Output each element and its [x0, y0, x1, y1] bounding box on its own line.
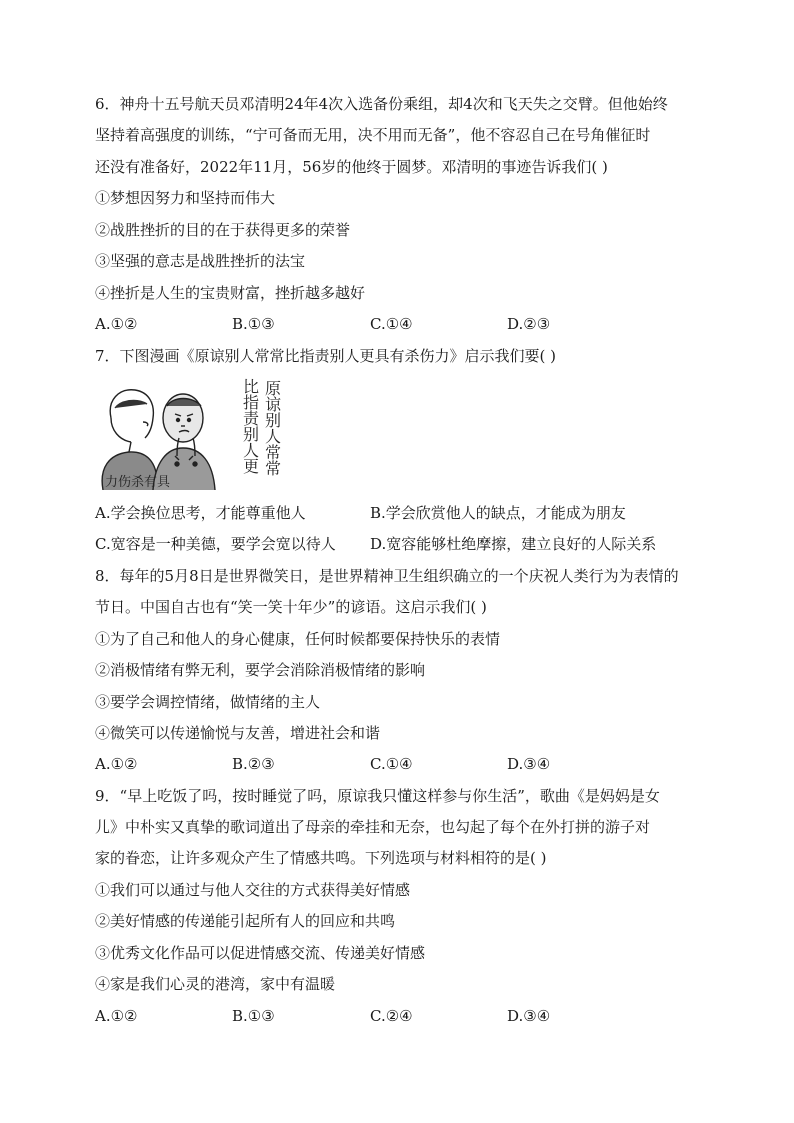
q8-option-b: B.②③	[232, 755, 275, 773]
q6-stem-line-2: 坚持着高强度的训练，“宁可备而无用，决不用而无备”，他不容忍自己在号角催征时	[95, 126, 651, 144]
q8-stem-line-2: 节日。中国自古也有“笑一笑十年少”的谚语。这启示我们( )	[95, 598, 487, 616]
q9-stem-line-2: 儿》中朴实又真挚的歌词道出了母亲的牵挂和无奈，也勾起了每个在外打拼的游子对	[95, 818, 651, 836]
q6-stem-line-1: 6．神舟十五号航天员邓清明24年4次入选备份乘组，却4次和飞天失之交臂。但他始终	[95, 95, 668, 113]
q6-item-3: ③坚强的意志是战胜挫折的法宝	[95, 252, 306, 270]
q6-option-a: A.①②	[95, 315, 138, 333]
q9-stem-line-3: 家的眷恋，让许多观众产生了情感共鸣。下列选项与材料相符的是( )	[95, 849, 547, 867]
q8-item-1: ①为了自己和他人的身心健康，任何时候都要保持快乐的表情	[95, 630, 501, 648]
q8-options	[95, 754, 695, 774]
q6-stem-line-3: 还没有准备好，2022年11月，56岁的他终于圆梦。邓清明的事迹告诉我们( )	[95, 158, 608, 176]
q9-item-2: ②美好情感的传递能引起所有人的回应和共鸣	[95, 912, 396, 930]
q8-option-c: C.①④	[370, 755, 413, 773]
q8-stem-line-1: 8．每年的5月8日是世界微笑日，是世界精神卫生组织确立的一个庆祝人类行为为表情的	[95, 567, 679, 585]
q6-option-c: C.①④	[370, 315, 413, 333]
q8-item-2: ②消极情绪有弊无利，要学会消除消极情绪的影响	[95, 661, 426, 679]
q8-item-4: ④微笑可以传递愉悦与友善，增进社会和谐	[95, 724, 381, 742]
q7-option-a: A.学会换位思考，才能尊重他人	[95, 504, 306, 522]
q7-options-row-1	[95, 503, 695, 523]
q8-option-a: A.①②	[95, 755, 138, 773]
cartoon-text-bottom: 力伤杀有具	[105, 475, 171, 490]
q8-option-d: D.③④	[507, 755, 551, 773]
cartoon-text-col2: 比指责别人更	[243, 378, 260, 476]
q7-option-d: D.宽容能够杜绝摩擦，建立良好的人际关系	[370, 535, 657, 553]
q9-options	[95, 1006, 695, 1026]
q9-item-4: ④家是我们心灵的港湾，家中有温暖	[95, 975, 336, 993]
q6-options	[95, 314, 695, 334]
q9-item-1: ①我们可以通过与他人交往的方式获得美好情感	[95, 881, 411, 899]
q9-option-c: C.②④	[370, 1007, 413, 1025]
q6-item-2: ②战胜挫折的目的在于获得更多的荣誉	[95, 221, 351, 239]
q7-option-b: B.学会欣赏他人的缺点，才能成为朋友	[370, 504, 626, 522]
q9-option-b: B.①③	[232, 1007, 275, 1025]
q7-stem: 7．下图漫画《原谅别人常常比指责别人更具有杀伤力》启示我们要( )	[95, 347, 557, 365]
q9-stem-line-1: 9．“早上吃饭了吗，按时睡觉了吗，原谅我只懂这样参与你生活”，歌曲《是妈妈是女	[95, 787, 660, 805]
q6-item-4: ④挫折是人生的宝贵财富，挫折越多越好	[95, 284, 366, 302]
q8-item-3: ③要学会调控情绪，做情绪的主人	[95, 693, 321, 711]
q9-option-d: D.③④	[507, 1007, 551, 1025]
q7-options-row-2	[95, 534, 695, 554]
cartoon-text-col1: 原谅别人常常	[265, 379, 282, 478]
q6-item-1: ①梦想因努力和坚持而伟大	[95, 189, 276, 207]
q6-option-b: B.①③	[232, 315, 275, 333]
q9-option-a: A.①②	[95, 1007, 138, 1025]
cartoon-image	[97, 378, 287, 490]
q6-option-d: D.②③	[507, 315, 551, 333]
q7-option-c: C.宽容是一种美德，要学会宽以待人	[95, 535, 336, 553]
q9-item-3: ③优秀文化作品可以促进情感交流、传递美好情感	[95, 944, 426, 962]
